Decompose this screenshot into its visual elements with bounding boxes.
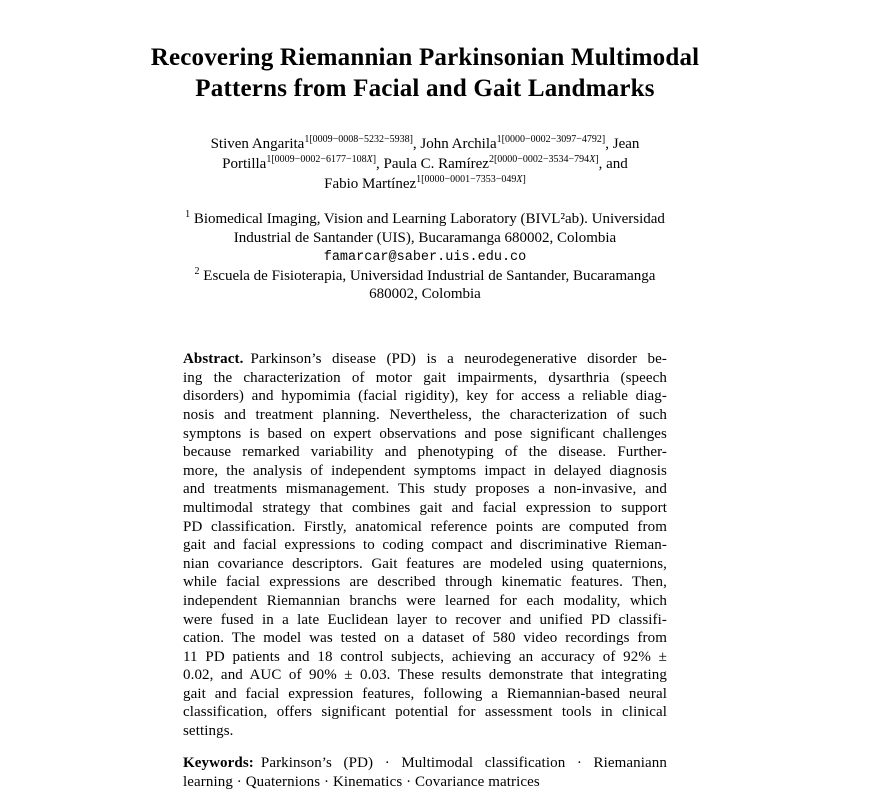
author-text: , Paula C. Ramírez [376,156,489,172]
abstract-line: disorders) and hypomimia (facial rigidity), key for access a reliable diag- [183,388,667,405]
abstract-line: settings. [183,723,234,740]
author-orcid-superscript: 1[0009−0008−5232−5938] [304,134,413,145]
abstract-line: nosis and treatment planning. Nevertheless, the characterization of such [183,406,667,423]
keywords-section [183,754,667,792]
affiliation-marker: 1 [185,209,191,220]
abstract-line: because remarked variability and phenotyping of the disease. Further- [183,444,667,461]
author-text: Portilla [222,156,267,172]
author-line [65,174,785,194]
abstract-line: ing the characterization of motor gait impairments, dysarthria (speech [183,369,667,386]
keywords-line: learning · Quaternions · Kinematics · Covariance matrices [183,773,540,790]
abstract-line: were fused in a late Euclidean layer to recover and unified PD classifi- [183,611,667,628]
abstract-line: nian covariance descriptors. Gait features are modeled using quaternions, [183,555,667,572]
abstract-line: classification, offers significant potential for assessment tools in clinical [183,704,667,721]
abstract-line: PD classification. Firstly, anatomical reference points are computed from [183,518,667,535]
abstract-line: gait and facial expressions to coding compact and discriminative Rieman- [183,537,667,554]
affiliation-email: famarcar@saber.uis.edu.co [323,249,527,265]
abstract-line: cation. The model was tested on a dataset of 580 video recordings from [183,630,667,647]
abstract-line: while facial expressions are described through kinematic features. Then, [183,574,667,591]
abstract-line: more, the analysis of independent symptoms impact in delayed diagnosis [183,462,667,479]
author-text: Fabio Martínez [324,176,417,192]
author-orcid-superscript: 2[0000−0002−3534−794X] [488,154,599,165]
abstract-line: Abstract. Parkinson’s disease (PD) is a neurodegenerative disorder be- [183,351,667,368]
author-text: Stiven Angarita [210,136,305,152]
affiliation-line: 680002, Colombia [369,286,481,303]
paper-title-line: Recovering Riemannian Parkinsonian Multimodal [150,44,700,71]
author-orcid-superscript: 1[0009−0002−6177−108X] [266,154,377,165]
affiliation-line: Industrial de Santander (UIS), Bucaramanga 680002, Colombia [233,229,617,246]
abstract-line: 0.02, and AUC of 90% ± 0.03. These results demonstrate that integrating [183,667,667,684]
affiliation-marker: 2 [194,265,200,277]
affiliation-line: $^1$ Biomedical Imaging, Vision and Learning Laboratory (BIVL²ab). Universidad [185,209,665,227]
author-block [65,134,785,194]
abstract-line: independent Riemannian branchs were learned for each modality, which [183,592,667,609]
author-text: , Jean [605,136,640,152]
affiliation-line: $^2$ Escuela de Fisioterapia, Universidad Industrial de Santander, Bucaramanga [194,265,656,284]
paper-title [65,42,785,104]
abstract-label: Abstract. [183,351,244,368]
abstract-line: gait and facial expression features, following a Riemannian-based neural [183,685,667,702]
abstract-line: multimodal strategy that combines gait and facial expression to support [183,499,667,516]
abstract-line: and treatments mismanagement. This study proposes a non-invasive, and [183,481,667,498]
keywords-line: Keywords: Parkinson’s (PD) · Multimodal classification · Riemaniann [183,754,667,771]
author-line [65,134,785,154]
paper-title-line: Patterns from Facial and Gait Landmarks [195,75,655,102]
author-line [65,154,785,174]
keywords-label: Keywords: [183,754,254,771]
abstract-section [183,350,667,740]
affiliation-block [65,210,785,304]
abstract-line: 11 PD patients and 18 control subjects, achieving an accuracy of 92% ± [183,648,667,665]
abstract-line: symptons is based on expert observations and pose significant challenges [183,425,667,442]
author-text: , and [598,156,628,172]
author-text: , John Archila [412,136,497,152]
author-orcid-superscript: 1[0000−0001−7353−049X] [416,174,526,185]
author-orcid-superscript: 1[0000−0002−3097−4792] [496,134,606,145]
